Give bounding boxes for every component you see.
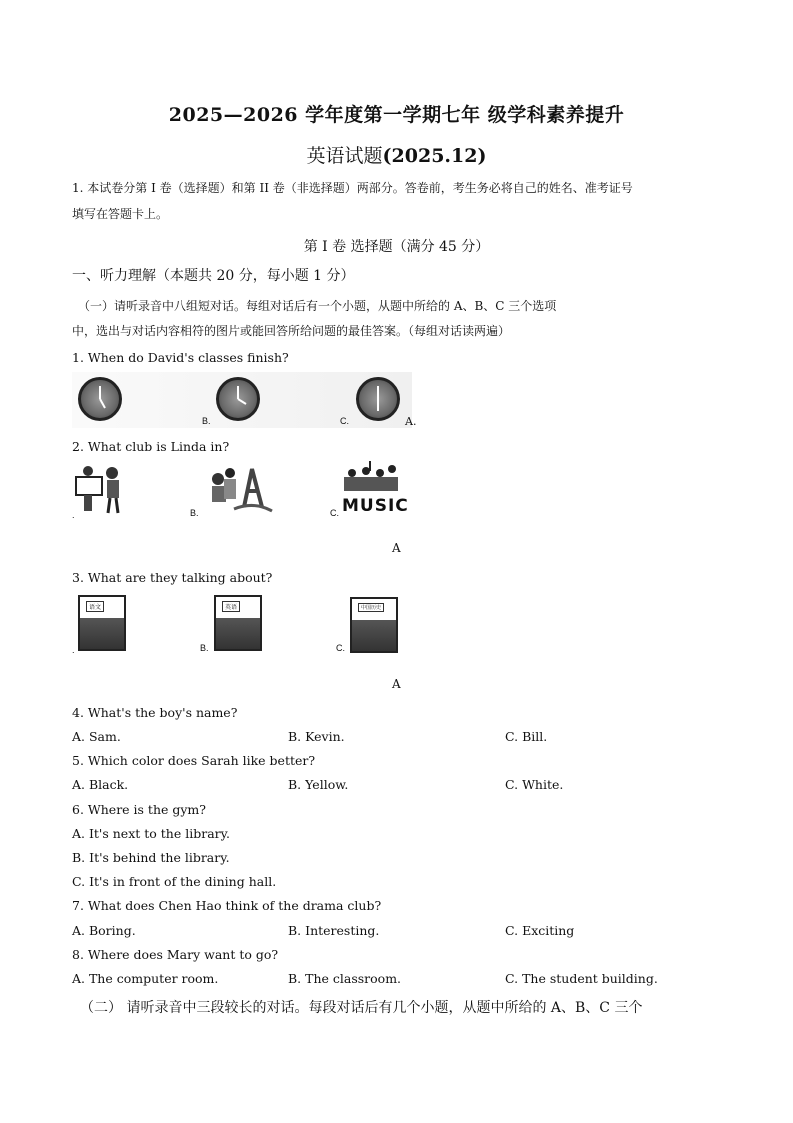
notes-line-2: 填写在答题卡上。 [72, 207, 169, 221]
option-label: C. [336, 643, 345, 653]
part-2-instruction-1: （二） 请听录音中三段较长的对话。每段对话后有几个小题，从题中所给的 A、B、C 三个 [80, 1000, 643, 1016]
option-label: . [72, 510, 75, 520]
question-1-images [72, 372, 412, 428]
clock-icon [356, 377, 400, 421]
question-8-option-a: A. The computer room. [72, 971, 219, 986]
clock-icon [216, 377, 260, 421]
question-6: 6. Where is the gym? [72, 802, 206, 817]
exam-subtitle [0, 141, 793, 168]
part-1-instruction-1: （一）请听录音中八组短对话。每组对话后有一个小题，从题中所给的 A、B、C 三个选项 [78, 299, 557, 313]
part-1-instruction-2: 中，选出与对话内容相符的图片或能回答所给问题的最佳答案。（每组对话读两遍） [72, 324, 511, 338]
question-6-option-b: B. It's behind the library. [72, 850, 230, 865]
question-3-answer: A [392, 677, 401, 691]
music-text: MUSIC [342, 496, 409, 516]
volume-1-title: 第 I 卷 选择题（满分 45 分） [303, 239, 490, 255]
option-label: B. [202, 416, 211, 426]
question-2: 2. What club is Linda in? [72, 439, 230, 454]
history-book-picture [350, 597, 398, 653]
english-book-picture [214, 595, 262, 651]
question-3: 3. What are they talking about? [72, 570, 273, 585]
question-5-option-b: B. Yellow. [288, 777, 349, 792]
subtitle-date: (2025.12) [382, 145, 487, 167]
question-8-option-c: C. The student building. [505, 971, 658, 986]
question-5-option-a: A. Black. [72, 777, 129, 792]
notes-line-1: 1. 本试卷分第 I 卷（选择题）和第 II 卷（非选择题）两部分。答卷前，考生务必将自己的姓名、准考证号 [72, 181, 633, 195]
option-label: B. [190, 508, 199, 518]
question-5: 5. Which color does Sarah like better? [72, 753, 316, 768]
option-label: C. [340, 416, 349, 426]
section-1-title: 一、听力理解（本题共 20 分，每小题 1 分） [72, 268, 355, 284]
question-7: 7. What does Chen Hao think of the drama club? [72, 898, 382, 913]
question-4-option-c: C. Bill. [505, 729, 548, 744]
clock-icon [78, 377, 122, 421]
exam-title: 2025—2026 学年度第一学期七年 级学科素养提升 [168, 104, 625, 126]
question-7-option-c: C. Exciting [505, 923, 575, 938]
question-7-option-a: A. Boring. [72, 923, 136, 938]
question-3-images [72, 593, 397, 655]
question-2-images [72, 461, 409, 520]
question-6-option-c: C. It's in front of the dining hall. [72, 874, 277, 889]
question-1: 1. When do David's classes finish? [72, 350, 289, 365]
question-4-option-a: A. Sam. [72, 729, 121, 744]
question-6-option-a: A. It's next to the library. [72, 826, 230, 841]
option-label: . [72, 645, 75, 655]
question-7-option-b: B. Interesting. [288, 923, 380, 938]
drawing-club-picture [74, 463, 132, 515]
question-1-answer-label: A. [405, 415, 417, 428]
question-4-option-b: B. Kevin. [288, 729, 345, 744]
question-4: 4. What's the boy's name? [72, 705, 238, 720]
question-8: 8. Where does Mary want to go? [72, 947, 279, 962]
chinese-book-picture [78, 595, 126, 651]
question-8-option-b: B. The classroom. [288, 971, 402, 986]
art-club-picture [204, 461, 276, 517]
music-notes-picture [340, 461, 402, 495]
book-label: 英语 [222, 601, 240, 612]
question-5-option-c: C. White. [505, 777, 564, 792]
option-label: B. [200, 643, 209, 653]
option-label: C. [330, 508, 339, 518]
book-label: 中国历史 [358, 603, 384, 612]
subtitle-prefix: 英语试题 [306, 145, 383, 167]
question-2-answer: A [392, 541, 401, 555]
book-label: 语文 [86, 601, 104, 612]
